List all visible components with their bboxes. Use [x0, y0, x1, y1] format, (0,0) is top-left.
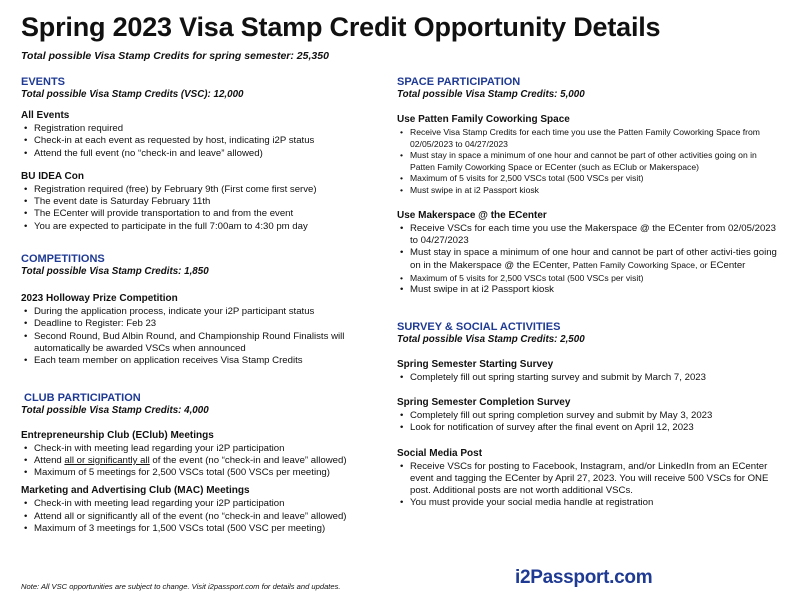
list-item: • Look for notification of survey after the final event on April 12, 2023 — [397, 422, 777, 434]
right-column — [397, 76, 777, 510]
events-heading: EVENTS — [21, 76, 66, 88]
all-events-list — [21, 123, 381, 160]
bu-idea-title: BU IDEA Con — [21, 170, 84, 182]
list-item: • The ECenter will provide transportation to and from the event — [21, 208, 381, 220]
survey-total: Total possible Visa Stamp Credits: 2,500 — [397, 333, 585, 345]
mac-list — [21, 498, 381, 535]
space-section — [397, 76, 777, 297]
list-item: • Attend the full event (no “check-in and leave” allowed) — [21, 148, 381, 160]
makerspace-list — [397, 223, 777, 297]
club-heading: CLUB PARTICIPATION — [24, 391, 141, 404]
list-item: • Receive VSCs for posting to Facebook, Instagram, and/or LinkedIn from an ECenter event and tagging the ECenter by April 27, 2023. You will receive 500 VSCs for ONE post. Additional posts are not worth additional VSCs. — [397, 461, 777, 498]
competitions-section — [21, 253, 381, 367]
space-total: Total possible Visa Stamp Credits: 5,000 — [397, 89, 585, 100]
list-item: • During the application process, indicate your i2P participant status — [21, 306, 381, 318]
list-item: • Maximum of 5 visits for 2,500 VSCs total (500 VSCs per visit) — [397, 173, 777, 185]
list-item: • Must swipe in at i2 Passport kiosk — [397, 185, 777, 197]
list-item: • Attend all or significantly all of the event (no “check-in and leave” allowed) — [21, 455, 381, 467]
list-item: • The event date is Saturday February 11th — [21, 196, 381, 208]
footer-note: Note: All VSC opportunities are subject to change. Visit i2passport.com for details and updates. — [21, 582, 341, 591]
list-item: • Must swipe in at i2 Passport kiosk — [397, 284, 777, 296]
brand-logo-text[interactable]: i2Passport.com — [515, 567, 653, 588]
left-column — [21, 76, 381, 535]
social-media-list — [397, 461, 777, 510]
list-item: • Maximum of 5 visits for 2,500 VSCs total (500 VSCs per visit) — [397, 273, 777, 285]
list-item: • Check-in at each event as requested by host, indicating i2P status — [21, 135, 381, 147]
patten-list — [397, 127, 777, 197]
holloway-list — [21, 306, 381, 367]
events-total: Total possible Visa Stamp Credits (VSC): 12,000 — [21, 89, 244, 100]
list-item: • Registration required (free) by February 9th (First come first serve) — [21, 184, 381, 196]
list-item: • Completely fill out spring starting survey and submit by March 7, 2023 — [397, 372, 777, 384]
bu-idea-list — [21, 184, 381, 233]
list-item: • Receive Visa Stamp Credits for each time you use the Patten Family Coworking Space from 02/05/2023 to 04/27/2023 — [397, 127, 777, 150]
list-item: • You must provide your social media handle at registration — [397, 497, 777, 509]
list-item: • Check-in with meeting lead regarding your i2P participation — [21, 443, 381, 455]
list-item: • You are expected to participate in the full 7:00am to 4:30 pm day — [21, 221, 381, 233]
completion-survey-list — [397, 410, 777, 435]
makerspace-title: Use Makerspace @ the ECenter — [397, 209, 547, 221]
underlined-text: all or significantly all — [64, 454, 150, 466]
list-item: • Attend all or significantly all of the event (no “check-in and leave” allowed) — [21, 511, 381, 523]
completion-survey-title: Spring Semester Completion Survey — [397, 396, 571, 408]
eclub-list — [21, 443, 381, 480]
list-item: • Each team member on application receives Visa Stamp Credits — [21, 355, 381, 367]
social-media-title: Social Media Post — [397, 447, 483, 459]
starting-survey-list — [397, 372, 777, 384]
eclub-title: Entrepreneurship Club (EClub) Meetings — [21, 429, 214, 441]
list-item: • Deadline to Register: Feb 23 — [21, 318, 381, 330]
competitions-total: Total possible Visa Stamp Credits: 1,850 — [21, 266, 209, 278]
space-heading: SPACE PARTICIPATION — [397, 76, 521, 88]
starting-survey-title: Spring Semester Starting Survey — [397, 358, 554, 370]
competitions-heading: COMPETITIONS — [21, 253, 105, 266]
list-item: • Check-in with meeting lead regarding your i2P participation — [21, 498, 381, 510]
list-item: • Registration required — [21, 123, 381, 135]
survey-section — [397, 321, 777, 510]
survey-heading: SURVEY & SOCIAL ACTIVITIES — [397, 320, 561, 333]
club-total: Total possible Visa Stamp Credits: 4,000 — [21, 404, 209, 416]
list-item: • Receive VSCs for each time you use the Makerspace @ the ECenter from 02/05/2023 to 04/27/2023 — [397, 223, 777, 248]
list-item: • Must stay in space a minimum of one hour and cannot be part of other activities going on in Patten Family Coworking Space or ECenter (such as EClub or Makerspace) — [397, 150, 777, 173]
mac-title: Marketing and Advertising Club (MAC) Meetings — [21, 485, 250, 497]
list-item: • Maximum of 5 meetings for 2,500 VSCs total (500 VSCs per meeting) — [21, 467, 381, 479]
list-item: • Completely fill out spring completion survey and submit by May 3, 2023 — [397, 410, 777, 422]
patten-title: Use Patten Family Coworking Space — [397, 114, 570, 125]
semester-total: Total possible Visa Stamp Credits for spring semester: 25,350 — [21, 50, 329, 62]
list-item: • Second Round, Bud Albin Round, and Championship Round Finalists will automatically be awarded VSCs when announced — [21, 331, 381, 356]
events-section — [21, 76, 381, 233]
page-title: Spring 2023 Visa Stamp Credit Opportunity Details — [21, 12, 661, 42]
club-section — [21, 392, 381, 404]
holloway-title: 2023 Holloway Prize Competition — [21, 293, 178, 305]
all-events-title: All Events — [21, 110, 70, 121]
list-item: • Must stay in space a minimum of one hour and cannot be part of other activi-ties going on in the Makerspace @ the ECenter, Patten Family Coworking Space, or ECenter — [397, 247, 777, 273]
list-item: • Maximum of 3 meetings for 1,500 VSCs total (500 VSC per meeting) — [21, 523, 381, 535]
